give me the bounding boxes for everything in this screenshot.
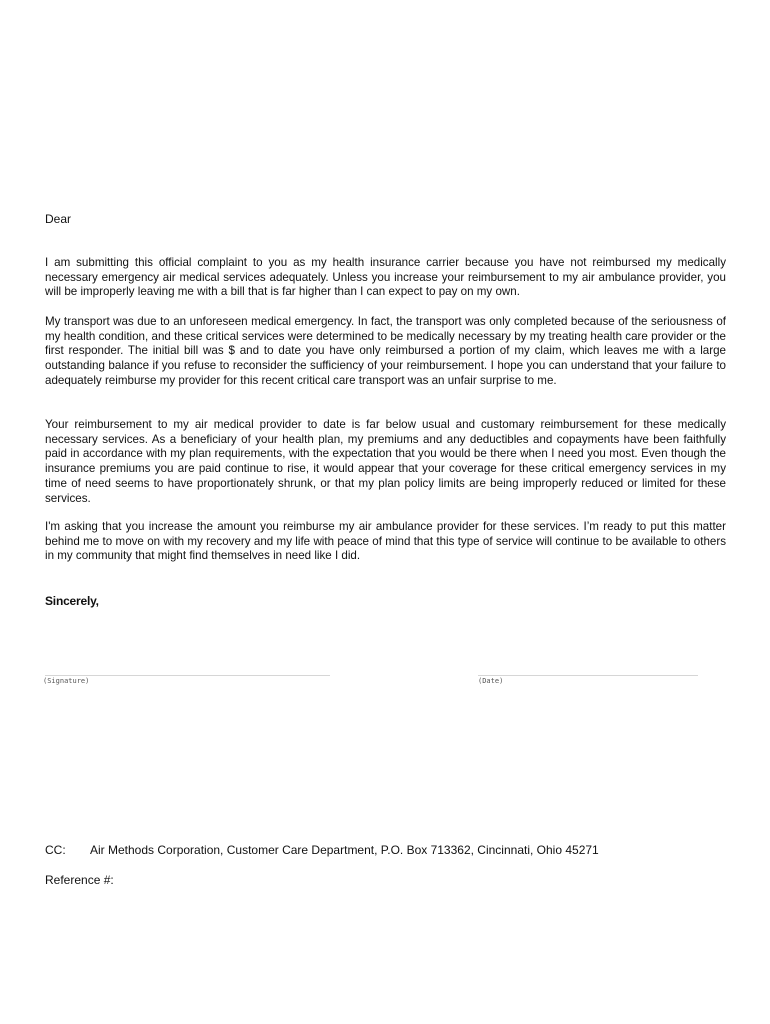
cc-recipient: Air Methods Corporation, Customer Care Department, P.O. Box 713362, Cincinnati, Ohio 45271: [90, 843, 599, 857]
paragraph-complaint: I am submitting this official complaint to you as my health insurance carrier because you have not reimbursed my medically necessary emergency air medical services adequately. Unless you increase your reimbursement to my air ambulance provider, you will be improperly leaving me with a bill that is far higher than I can expect to pay on my own.: [45, 256, 726, 299]
date-line: [478, 675, 698, 676]
reference-label: Reference #:: [45, 873, 114, 887]
paragraph-request: I'm asking that you increase the amount you reimburse my air ambulance provider for these services. I’m ready to put this matter behind me to move on with my recovery and my life with peace of mind that this type of service will continue to be available to others in my community that might find themselves in need like I did.: [45, 520, 726, 563]
paragraph-transport: My transport was due to an unforeseen medical emergency. In fact, the transport was only completed because of the seriousness of my health condition, and these critical services were determined to be medically necessary by my treating health care provider or the first responder. The initial bill was $ and to date you have only reimbursed a portion of my claim, which leaves me with a large outstanding balance if you refuse to reconsider the sufficiency of your reimbursement. I hope you can understand that your failure to adequately reimburse my provider for this recent critical care transport was an unfair surprise to me.: [45, 315, 726, 387]
signature-line: [45, 675, 330, 676]
signature-caption: (Signature): [43, 677, 90, 685]
paragraph-reimbursement: Your reimbursement to my air medical provider to date is far below usual and customary reimbursement for these medically necessary services. As a beneficiary of your health plan, my premiums and any deductibles and copayments have been faithfully paid in accordance with my plan requirements, with the expectation that you would be there when I need you most. Even though the insurance premiums you are paid continue to rise, it would appear that your coverage for these critical emergency services in my time of need seems to have proportionately shrunk, or that my plan policy limits are being improperly reduced or limited for these services.: [45, 418, 726, 505]
cc-label: CC:: [45, 843, 66, 857]
salutation: Dear: [45, 212, 72, 226]
date-caption: (Date): [478, 677, 504, 685]
closing: Sincerely,: [45, 594, 99, 608]
